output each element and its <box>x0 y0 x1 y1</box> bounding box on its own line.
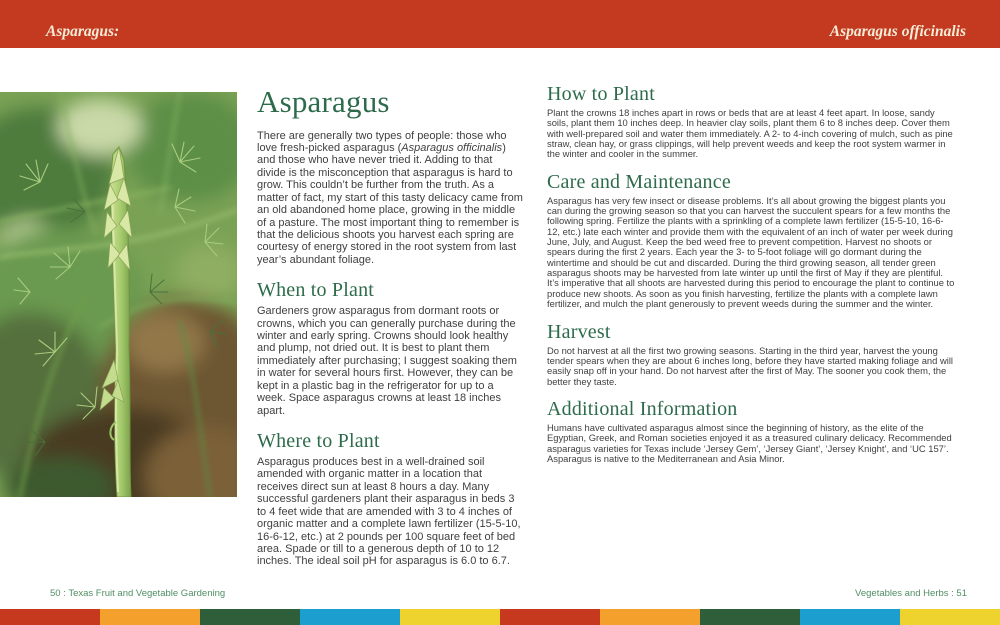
heading-harvest: Harvest <box>547 320 611 343</box>
body-care-and-maintenance: Asparagus has very few insect or disease problems. It’s all about growing the biggest plants you can during the growing season so that you can harvest the succulent spears for a few months the following spring. Fertilize the plants with a sprinkling of a complete lawn fertilizer (15-5-10, 16-6-12, etc.) late each winter and provide them with the equivalent of an inch of water per week during June, July, and August. Keep the bed weed free to prevent competition. Harvest no shoots or spears during the first 2 years. Each year the 3- to 5-foot foliage will go dormant during the wintertime and should be cut and discarded. During the third growing season, all tender green asparagus shoots may be harvested from late winter up until the first of May if they are plentiful. It’s imperative that all shoots are harvested during this period to encourage the plant to continue to produce new shoots. As soon as you finish harvesting, fertilize the plants with a complete lawn fertilizer, and mulch the plant generously to prevent weeds during the summer and the winter. <box>547 194 955 310</box>
heading-additional-information: Additional Information <box>547 397 738 420</box>
asparagus-photo-art <box>0 92 237 497</box>
heading-where-to-plant: Where to Plant <box>257 429 380 452</box>
stripe-red-1 <box>0 609 100 625</box>
bottom-color-stripes <box>0 609 1000 625</box>
heading-how-to-plant: How to Plant <box>547 83 655 105</box>
body-how-to-plant: Plant the crowns 18 inches apart in rows or beds that are at least 4 feet apart. In loose, sandy soils, plant them 10 inches deep. In heavier clay soils, plant them 6 to 8 inches deep. Cover them with well-prepared soil and water them immediately. A 2- to 4-inch covering of mulch, such as pine straw, clean hay, or grass clippings, will help prevent weeds and keep the root system warmer in the winter and cooler in the summer. <box>547 107 953 160</box>
article-right-column <box>547 84 955 464</box>
stripe-red-2 <box>500 609 600 625</box>
stripe-orange-1 <box>100 609 200 625</box>
footer-right-folio: Vegetables and Herbs : 51 <box>855 588 967 599</box>
stripe-green-2 <box>700 609 800 625</box>
article-main-column <box>257 86 523 568</box>
stripe-green-1 <box>200 609 300 625</box>
stripe-orange-2 <box>600 609 700 625</box>
intro-text-post: ) and those who have never tried it. Adding to that divide is the misconception that asparagus is hard to grow. This couldn’t be further from the truth. As a matter of fact, my start of this tasty delicacy came from an old abandoned home place, growing in the middle of a pasture. The most important thing to remember is that the delicious shoots you harvest each spring are courtesy of energy stored in the root system from last year’s abundant foliage. <box>257 141 523 266</box>
running-head-left: Asparagus: <box>46 23 120 40</box>
stripe-yellow-1 <box>400 609 500 625</box>
latin-name: Asparagus officinalis <box>401 141 503 154</box>
footer-left-folio: 50 : Texas Fruit and Vegetable Gardening <box>50 588 226 599</box>
asparagus-photo <box>0 92 237 497</box>
stripe-blue-2 <box>800 609 900 625</box>
page-header-band <box>0 0 1000 48</box>
body-when-to-plant: Gardeners grow asparagus from dormant roots or crowns, which you can generally purchase during the winter and early spring. Crowns should look healthy and plump, not dried out. It is best to plant them immediately after purchasing; I suggest soaking them in water for several hours first. However, they can be kept in a plastic bag in the refrigerator for up to a week. Space asparagus crowns at least 18 inches apart. <box>257 305 517 417</box>
heading-when-to-plant: When to Plant <box>257 279 375 302</box>
stripe-yellow-2 <box>900 609 1000 625</box>
body-additional-information: Humans have cultivated asparagus almost since the beginning of history, as the elite of the Egyptian, Greek, and Roman societies enjoyed it as a treasured culinary delicacy. Recommended asparagus varieties for Texas include ‘Jersey Gem’, ‘Jersey Giant’, ‘Jersey Knight’, and ‘UC 157’. Asparagus is native to the Mediterranean and Asia Minor. <box>547 421 952 464</box>
stripe-blue-1 <box>300 609 400 625</box>
body-harvest: Do not harvest at all the first two growing seasons. Starting in the third year, harvest the young tender spears when they are about 6 inches long, before they have started making foliage and will easily snap off in your hand. Do not harvest after the first of May. The sooner you cook them, the better they taste. <box>547 344 953 387</box>
body-where-to-plant: Asparagus produces best in a well-drained soil amended with organic matter in a location that receives direct sun at least 8 hours a day. Many successful gardeners plant their asparagus in beds 3 to 4 feet wide that are amended with 3 to 4 inches of organic matter and a complete lawn fertilizer (15-5-10, 16-6-12, etc.) at 2 pounds per 100 square feet of bed area. Spade or till to a generous depth of 10 to 12 inches. The ideal soil pH for asparagus is 6.0 to 6.7. <box>257 455 521 568</box>
running-head-right: Asparagus officinalis <box>829 23 966 40</box>
intro-paragraph <box>257 130 523 267</box>
intro-text-pre: There are generally two types of people: those who love fresh-picked asparagus ( <box>257 129 507 154</box>
heading-care-and-maintenance: Care and Maintenance <box>547 170 731 193</box>
page-title: Asparagus <box>257 84 390 119</box>
